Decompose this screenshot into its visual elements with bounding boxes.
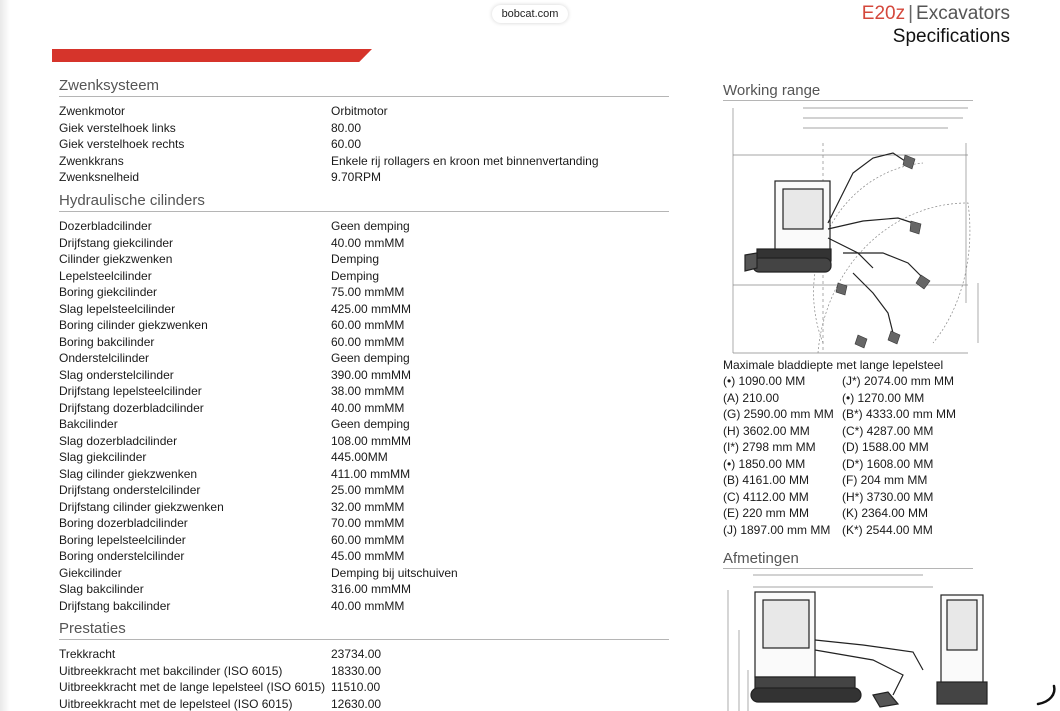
table-row [59,169,659,186]
spec-value: 45.00 mmMM [331,549,405,563]
spec-label: Boring bakcilinder [59,334,155,349]
table-row [59,598,659,615]
spec-label: Drijfstang bakcilinder [59,598,171,613]
spec-value: Geen demping [331,351,410,365]
working-range-value: (D) 1588.00 MM [842,440,929,454]
spec-value: Geen demping [331,219,410,233]
spec-label: Boring giekcilinder [59,285,158,299]
table-row [59,433,659,450]
table-row [59,581,659,598]
url-pill[interactable]: bobcat.com [492,5,568,23]
afmetingen-title: Afmetingen [723,550,973,569]
table-row [59,565,659,582]
working-range-value: (A) 210.00 [723,390,780,405]
spec-label: Drijfstang giekcilinder [59,235,174,250]
working-range-value: (J) 1897.00 mm MM [723,522,831,537]
working-range-value: (H*) 3730.00 MM [842,489,934,504]
category-name: Excavators [916,3,1010,24]
spec-value: Demping bij uitschuiven [331,565,458,580]
table-row [59,120,659,137]
section-title-prestaties: Prestaties [59,620,669,640]
spec-label: Zwenkmotor [59,104,126,118]
spec-value: 390.00 mmMM [331,367,412,382]
working-range-value: (B) 4161.00 MM [723,473,810,487]
table-row [59,499,659,516]
table-row [59,317,659,334]
spec-value: 60.00 [331,137,362,151]
table-row [59,383,659,400]
table-row [59,350,659,367]
spec-label: Boring onderstelcilinder [59,549,185,563]
table-row [59,532,659,549]
working-range-value: (K*) 2544.00 MM [842,522,933,537]
table-row [59,515,659,532]
spec-value: 445.00MM [331,450,388,464]
spec-label: Uitbreekkracht met de lange lepelsteel (ISO 6015) [59,680,326,694]
table-row [59,218,659,235]
spec-value: 40.00 mmMM [331,598,405,613]
spec-label: Trekkracht [59,647,116,661]
working-range-value: (J*) 2074.00 mm MM [842,374,955,388]
spec-value: 425.00 mmMM [331,301,412,316]
header-band [52,49,1008,62]
spec-value: 12630.00 [331,696,382,711]
table-row [59,400,659,417]
table-row [59,334,659,351]
spec-label: Giek verstelhoek rechts [59,137,185,151]
spec-label: Zwenksnelheid [59,170,140,184]
working-range-value: (•) 1850.00 MM [723,456,806,471]
spec-label: Slag bakcilinder [59,582,144,596]
spec-value: 316.00 mmMM [331,582,412,596]
table-row [59,482,659,499]
spec-value: 60.00 mmMM [331,532,405,547]
header-band-red [52,49,372,62]
spec-value: Geen demping [331,417,410,431]
table-row [59,301,659,318]
spec-value: 60.00 mmMM [331,318,405,332]
table-row [59,153,659,170]
working-range-value: (D*) 1608.00 MM [842,456,934,471]
table-row [59,663,659,680]
spec-label: Zwenkkrans [59,153,124,168]
spec-label: Boring lepelsteelcilinder [59,532,186,547]
spec-label: Slag onderstelcilinder [59,367,174,382]
spec-value: 18330.00 [331,663,382,678]
spec-value: 40.00 mmMM [331,235,405,250]
spec-label: Onderstelcilinder [59,351,150,365]
spec-label: Giekcilinder [59,565,122,580]
spec-label: Drijfstang lepelsteelcilinder [59,384,202,398]
table-row [59,136,659,153]
page-edge-shadow [0,0,10,711]
table-row [59,696,659,711]
spec-value: 70.00 mmMM [331,516,405,530]
spec-label: Slag cilinder giekzwenken [59,466,198,481]
working-range-value: (•) 1270.00 MM [842,390,925,405]
spec-label: Boring cilinder giekzwenken [59,318,208,332]
spec-value: 411.00 mmMM [331,466,411,481]
working-range-value: (K) 2364.00 MM [842,506,929,520]
spec-label: Drijfstang onderstelcilinder [59,483,201,497]
spec-label: Slag lepelsteelcilinder [59,301,176,316]
spec-value: 32.00 mmMM [331,499,405,514]
working-range-value: (E) 220 mm MM [723,506,810,520]
working-range-value: (B*) 4333.00 mm MM [842,407,957,421]
table-row [59,103,659,120]
table-row [59,548,659,565]
spec-label: Cilinder giekzwenken [59,252,173,266]
table-row [59,235,659,252]
working-range-diagram [723,103,993,357]
spec-value: 11510.00 [331,680,381,694]
table-row [59,679,659,696]
scroll-indicator-icon [1034,684,1058,706]
section-title-zwenksysteem: Zwenksysteem [59,77,669,97]
spec-value: Demping [331,252,380,266]
spec-label: Slag giekcilinder [59,450,147,464]
table-row [59,416,659,433]
spec-value: 9.70RPM [331,170,382,184]
working-range-title: Working range [723,82,973,101]
header-brand [862,3,1010,25]
dimensions-diagram [723,570,993,711]
working-range-value: (F) 204 mm MM [842,473,928,487]
working-range-value: (I*) 2798 mm MM [723,440,816,454]
header-separator: | [908,3,914,24]
working-range-value: (C) 4112.00 MM [723,489,809,504]
spec-value: Orbitmotor [331,104,388,118]
working-range-value: (H) 3602.00 MM [723,423,810,438]
spec-label: Uitbreekkracht met de lepelsteel (ISO 6015) [59,696,293,711]
section-title-hydraulisch: Hydraulische cilinders [59,192,669,212]
spec-label: Boring dozerbladcilinder [59,516,188,530]
working-range-value: (C*) 4287.00 MM [842,423,934,438]
table-row [59,268,659,285]
spec-label: Bakcilinder [59,417,118,431]
model-name: E20z [861,3,906,24]
page-subtitle: Specifications [892,26,1010,47]
table-row [59,251,659,268]
spec-value: 23734.00 [331,647,382,661]
spec-label: Slag dozerbladcilinder [59,433,178,448]
spec-value: 80.00 [331,120,362,135]
working-range-value: (•) 1090.00 MM [723,374,806,388]
spec-label: Drijfstang dozerbladcilinder [59,400,204,415]
spec-value: 38.00 mmMM [331,384,405,398]
spec-label: Drijfstang cilinder giekzwenken [59,499,224,514]
spec-value: 75.00 mmMM [331,285,405,299]
spec-value: Demping [331,268,380,283]
table-row [59,646,659,663]
table-row [59,466,659,483]
blade-depth-heading: Maximale bladdiepte met lange lepelsteel [723,358,944,372]
table-row [59,284,659,301]
spec-label: Uitbreekkracht met bakcilinder (ISO 6015) [59,663,283,678]
table-row [59,367,659,384]
spec-label: Dozerbladcilinder [59,219,152,233]
spec-value: 40.00 mmMM [331,400,405,415]
spec-value: Enkele rij rollagers en kroon met binnenvertanding [331,153,599,168]
spec-label: Lepelsteelcilinder [59,268,152,283]
working-range-value: (G) 2590.00 mm MM [723,407,834,421]
spec-value: 108.00 mmMM [331,433,412,448]
spec-label: Giek verstelhoek links [59,120,176,135]
spec-value: 25.00 mmMM [331,483,405,497]
spec-value: 60.00 mmMM [331,334,405,349]
table-row [59,449,659,466]
